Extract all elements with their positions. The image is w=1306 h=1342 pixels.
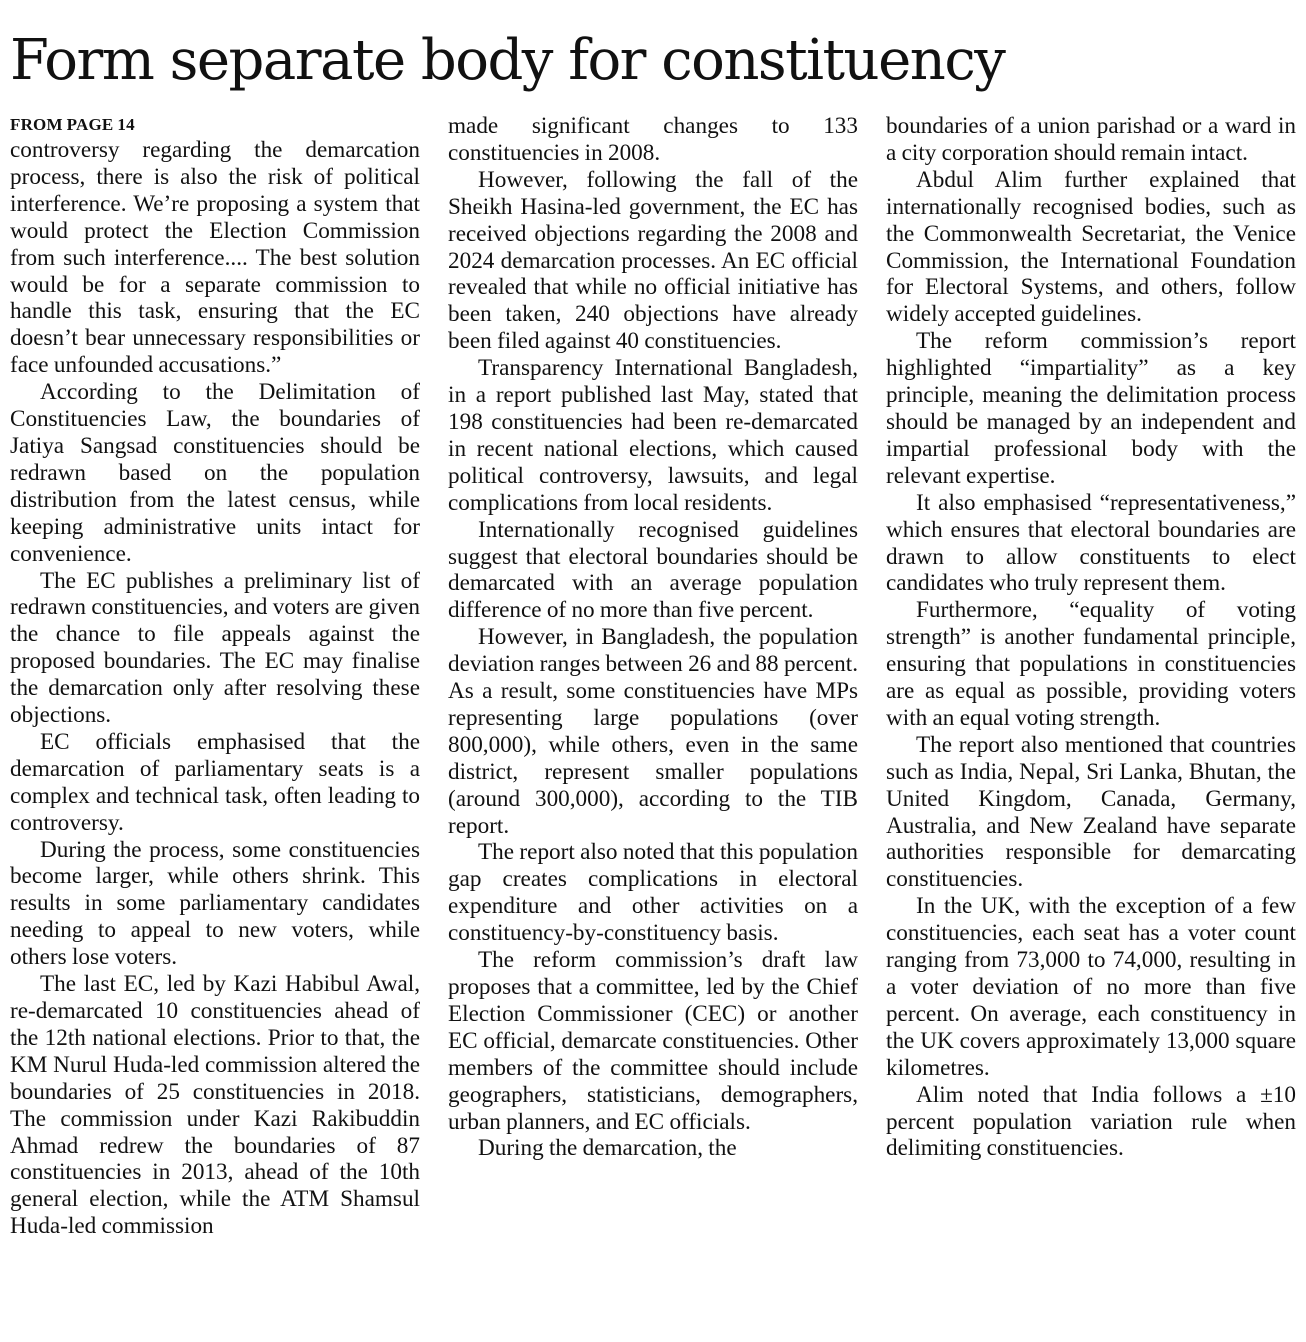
paragraph: Abdul Alim further explained that internationally recognised bodies, such as the Commonwealth Secretariat, the Venice Commission, the International Foundation for Electoral Systems, and others, follow widely accepted guidelines. — [886, 166, 1296, 328]
paragraph: Alim noted that India follows a ±10 percent population variation rule when delimiting constituencies. — [886, 1081, 1296, 1162]
paragraph: boundaries of a union parishad or a ward in a city corporation should remain intact. — [886, 113, 1296, 166]
article-column-3 — [886, 113, 1296, 1342]
paragraph: The reform commission’s draft law proposes that a committee, led by the Chief Election Commissioner (CEC) or another EC official, demarcate constituencies. Other members of the committee should include geographers, statisticians, demographers, urban planners, and EC officials. — [448, 947, 858, 1135]
paragraph: Transparency International Bangladesh, in a report published last May, stated that 198 constituencies had been re-demarcated in recent national elections, which caused political controversy, lawsuits, and legal complications from local residents. — [448, 355, 858, 516]
paragraph: The report also noted that this population gap creates complications in electoral expenditure and other activities on a constituency-by-constituency basis. — [448, 839, 858, 947]
article-column-1 — [10, 113, 420, 1342]
paragraph: EC officials emphasised that the demarcation of parliamentary seats is a complex and technical task, often leading to controversy. — [10, 728, 420, 836]
paragraph: According to the Delimitation of Constituencies Law, the boundaries of Jatiya Sangsad constituencies should be redrawn based on the population distribution from the latest census, while keeping administrative units intact for convenience. — [10, 379, 420, 567]
paragraph: controversy regarding the demarcation process, there is also the risk of political interference. We’re proposing a system that would protect the Election Commission from such interference.... The best solution would be for a separate commission to handle this task, ensuring that the EC doesn’t bear unnecessary responsibilities or face unfounded accusations.” — [10, 137, 420, 379]
paragraph: Furthermore, “equality of voting strength” is another fundamental principle, ensuring that populations in constituencies are as equal as possible, providing voters with an equal voting strength. — [886, 597, 1296, 731]
paragraph: However, in Bangladesh, the population deviation ranges between 26 and 88 percent. As a result, some constituencies have MPs representing large populations (over 800,000), while others, even in the same district, represent smaller populations (around 300,000), according to the TIB report. — [448, 624, 858, 839]
paragraph: In the UK, with the exception of a few constituencies, each seat has a voter count ranging from 73,000 to 74,000, resulting in a voter deviation of no more than five percent. On average, each constituency in the UK covers approximately 13,000 square kilometres. — [886, 893, 1296, 1081]
paragraph: However, following the fall of the Sheikh Hasina-led government, the EC has received objections regarding the 2008 and 2024 demarcation processes. An EC official revealed that while no official initiative has been taken, 240 objections have already been filed against 40 constituencies. — [448, 166, 858, 355]
paragraph: The last EC, led by Kazi Habibul Awal, re-demarcated 10 constituencies ahead of the 12th national elections. Prior to that, the KM Nurul Huda-led commission altered the boundaries of 25 constituencies in 2018. The commission under Kazi Rakibuddin Ahmad redrew the boundaries of 87 constituencies in 2013, ahead of the 10th general election, while the ATM Shamsul Huda-led commission — [10, 971, 420, 1240]
paragraph: During the process, some constituencies become larger, while others shrink. This results in some parliamentary candidates needing to appeal to new voters, while others lose voters. — [10, 836, 420, 971]
paragraph: The report also mentioned that countries such as India, Nepal, Sri Lanka, Bhutan, the United Kingdom, Canada, Germany, Australia, and New Zealand have separate authorities responsible for demarcating constituencies. — [886, 731, 1296, 893]
paragraph: made significant changes to 133 constituencies in 2008. — [448, 113, 858, 166]
kicker: FROM PAGE 14 — [10, 115, 135, 134]
paragraph: The EC publishes a preliminary list of redrawn constituencies, and voters are given the chance to file appeals against the proposed boundaries. The EC may finalise the demarcation only after resolving these objections. — [10, 567, 420, 729]
headline: Form separate body for constituency — [10, 28, 1005, 93]
paragraph: It also emphasised “representativeness,” which ensures that electoral boundaries are drawn to allow constituents to elect candidates who truly represent them. — [886, 489, 1296, 597]
paragraph: During the demarcation, the — [478, 1135, 737, 1162]
article-column-2 — [448, 113, 858, 1342]
paragraph: The reform commission’s report highlighted “impartiality” as a key principle, meaning the delimitation process should be managed by an independent and impartial professional body with the relevant expertise. — [886, 328, 1296, 489]
paragraph: Internationally recognised guidelines suggest that electoral boundaries should be demarcated with an average population difference of no more than five percent. — [448, 516, 858, 624]
